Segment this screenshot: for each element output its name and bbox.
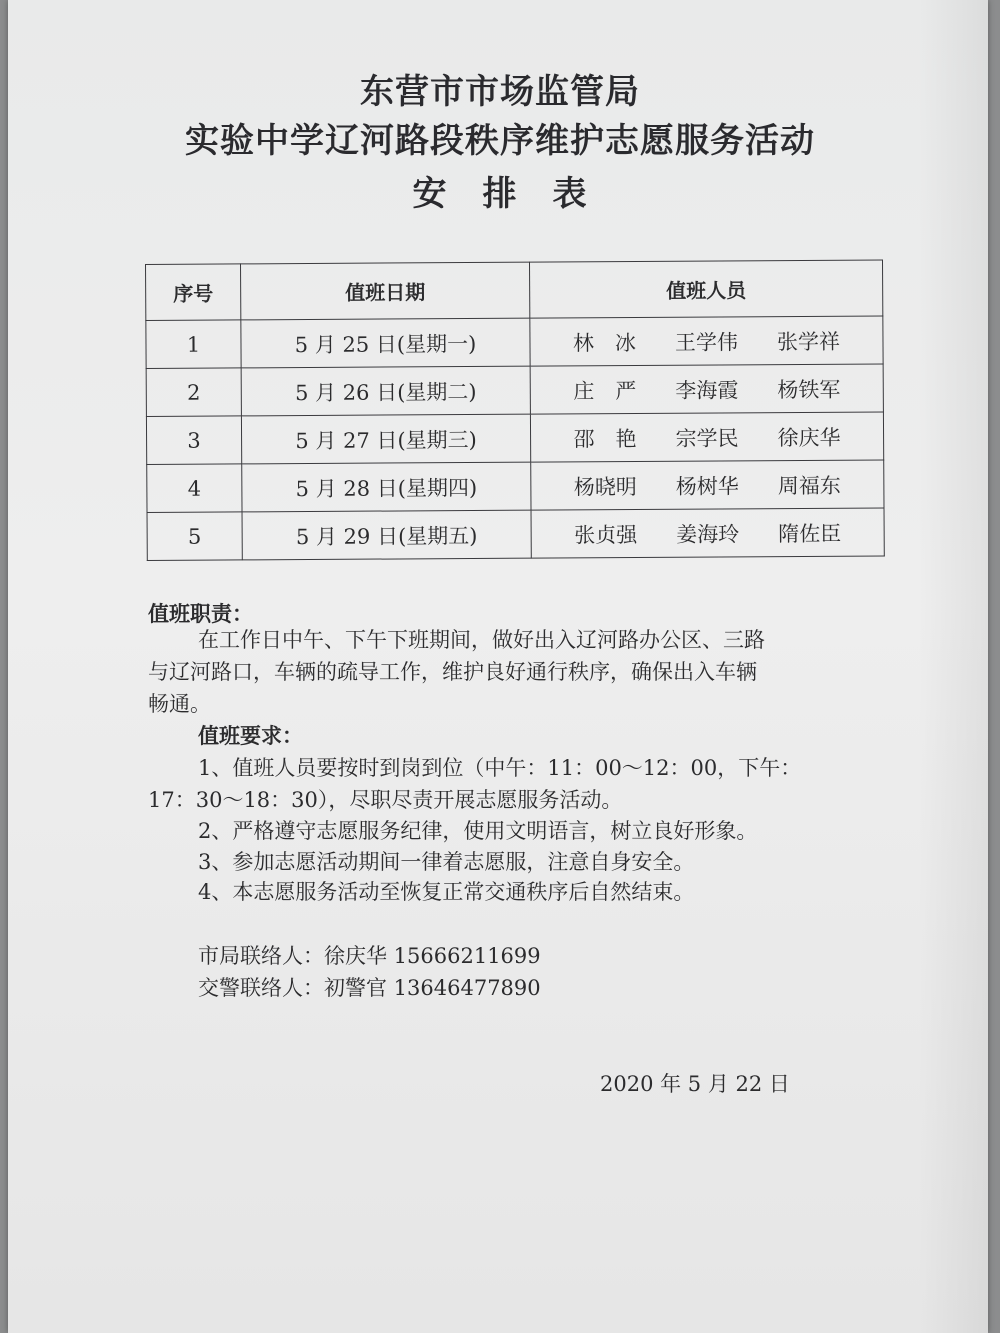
contact-traffic-police: 交警联络人：初警官 13646477890 [198,976,541,1000]
row-date: 5 月 25 日(星期一) [241,318,530,368]
staff-name: 徐庆华 [777,425,841,450]
header-staff: 值班人员 [529,260,882,318]
header-date: 值班日期 [241,262,530,320]
requirement-item: 3、参加志愿活动期间一律着志愿服，注意自身安全。 [198,850,695,874]
staff-name: 李海霞 [675,377,739,403]
row-staff [531,460,884,510]
staff-name: 杨晓明 [573,474,637,499]
table-row [146,364,883,417]
row-date: 5 月 29 日(星期五) [242,510,531,560]
header-number: 序号 [146,264,241,321]
row-number: 3 [146,416,241,465]
staff-name: 隋佐臣 [778,521,842,546]
requirement-item: 1、值班人员要按时到岗到位（中午：11：00～12：00，下午： [198,756,802,780]
staff-name: 邵 艳 [573,426,637,451]
row-date: 5 月 26 日(星期二) [241,366,530,416]
table-header-row [146,260,883,321]
row-staff [530,412,883,462]
title-schedule: 安 排 表 [412,174,588,214]
title-activity: 实验中学辽河路段秩序维护志愿服务活动 [185,121,815,161]
row-number: 5 [147,512,242,561]
staff-name: 张贞强 [574,522,638,547]
staff-name: 庄 严 [573,378,637,403]
title-organization: 东营市市场监管局 [360,72,640,112]
staff-name: 林 冰 [572,330,637,355]
document-date: 2020 年 5 月 22 日 [600,1072,790,1096]
contact-city-bureau: 市局联络人：徐庆华 15666211699 [198,944,541,968]
staff-name: 王学伟 [674,329,739,355]
row-staff [530,316,883,366]
table-row [147,508,884,561]
requirement-item: 17：30～18：30），尽职尽责开展志愿服务活动。 [148,788,623,812]
table-row [146,316,883,369]
row-date: 5 月 27 日(星期三) [241,414,530,464]
staff-name: 杨树华 [675,473,739,499]
requirement-item: 4、本志愿服务活动至恢复正常交通秩序后自然结束。 [198,880,695,904]
table-row [146,412,883,465]
staff-name: 宗学民 [675,425,739,451]
requirement-item: 2、严格遵守志愿服务纪律，使用文明语言，树立良好形象。 [198,819,758,843]
staff-name: 周福东 [777,473,841,498]
duties-line: 在工作日中午、下午下班期间，做好出入辽河路办公区、三路 [198,628,765,652]
row-staff [530,364,883,414]
duties-heading: 值班职责： [148,602,253,626]
requirements-heading: 值班要求： [198,724,303,748]
row-number: 1 [146,320,241,369]
duties-line: 与辽河路口，车辆的疏导工作，维护良好通行秩序，确保出入车辆 [148,660,757,684]
row-date: 5 月 28 日(星期四) [242,462,531,512]
row-number: 4 [147,464,242,513]
duties-line: 畅通。 [148,692,211,716]
row-staff [531,508,884,558]
staff-name: 姜海玲 [676,521,740,547]
duty-schedule-table [145,259,885,561]
staff-name: 杨铁军 [777,377,841,402]
table-row [147,460,884,513]
row-number: 2 [146,368,241,417]
staff-name: 张学祥 [776,329,841,354]
